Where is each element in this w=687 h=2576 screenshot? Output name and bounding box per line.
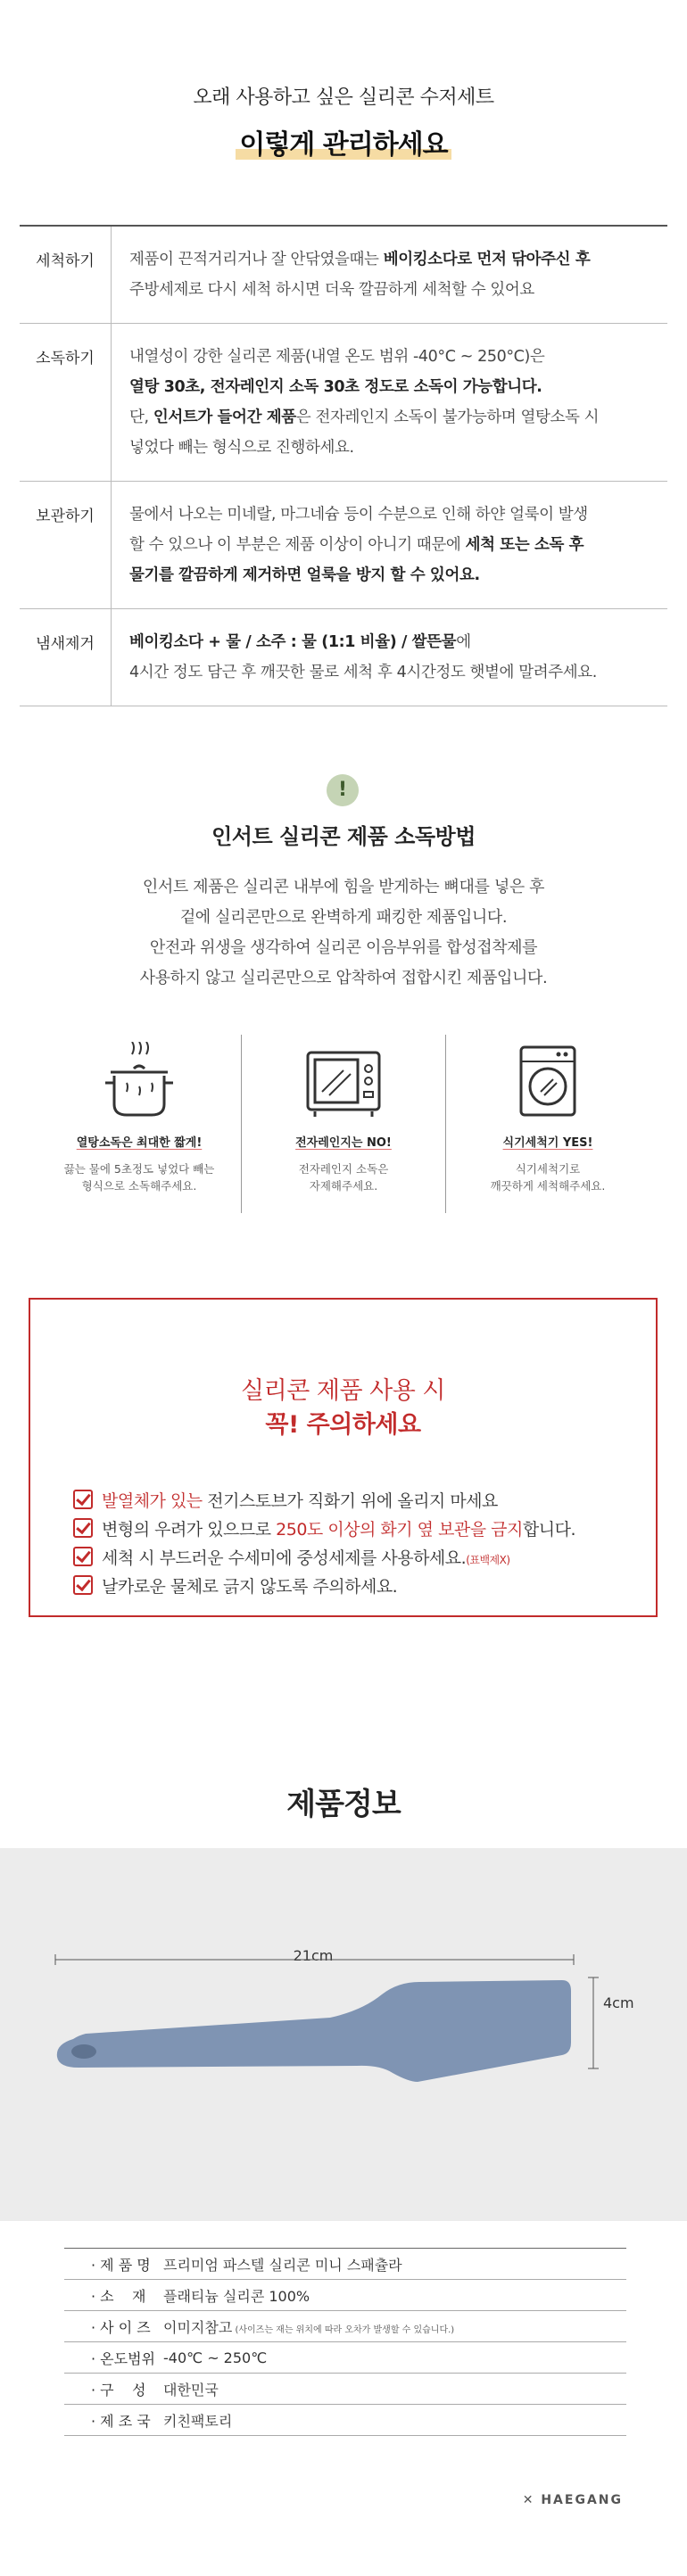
spec-value-text: 이미지참고 (163, 2318, 233, 2336)
care-title-text: 이렇게 관리하세요 (239, 129, 448, 161)
exclamation-icon: ! (327, 774, 359, 806)
disinfect-title: 인서트 실리콘 제품 소독방법 (211, 824, 476, 849)
disinfect-desc-line: 겉에 실리콘만으로 완벽하게 패킹한 제품입니다. (179, 908, 508, 927)
method-desc-line: 형식으로 소독해주세요. (81, 1179, 197, 1193)
caution-text (102, 1545, 510, 1569)
method-microwave (241, 1035, 445, 1213)
care-text: 열탕 30초, 전자레인지 소독 30초 정도로 소독이 가능합니다. (129, 378, 542, 396)
spec-value (158, 2285, 626, 2306)
caution-item (73, 1514, 575, 1542)
spec-row (64, 2405, 626, 2436)
care-text: 베이킹소다 + 물 / 소주 : 물 (1:1 비율) / 쌀뜬물 (129, 633, 457, 651)
method-desc (446, 1160, 650, 1194)
spatula (57, 1980, 571, 2082)
care-line (129, 433, 667, 463)
spec-value (158, 2379, 626, 2399)
caution-segment: 변형의 우려가 있으므로 (102, 1519, 277, 1540)
caution-segment: 합니다. (522, 1519, 575, 1540)
caution-segment: 250도 이상의 화기 옆 보관을 금지 (276, 1519, 523, 1540)
care-text: 물기를 깔끔하게 제거하면 얼룩을 방지 할 수 있어요. (129, 566, 480, 584)
spec-value (158, 2316, 626, 2337)
care-label-cell (20, 227, 112, 323)
spec-table (64, 2248, 626, 2436)
disinfect-desc-line: 안전과 위생을 생각하여 실리콘 이음부위를 합성접착제를 (149, 938, 538, 957)
care-row (20, 609, 667, 706)
care-subtitle: 오래 사용하고 싶은 실리콘 수저세트 (193, 87, 494, 109)
height-dimension-label: 4cm (603, 1994, 634, 2011)
care-text: 4시간 정도 담근 후 깨끗한 물로 세척 후 4시간정도 햇볕에 말려주세요. (129, 664, 597, 681)
spec-note: (사이즈는 재는 위치에 따라 오차가 발생할 수 있습니다.) (232, 2324, 455, 2335)
checkbox-checked-icon (73, 1518, 93, 1538)
care-row (20, 324, 667, 482)
method-title: 열탕소독은 최대한 짧게! (76, 1136, 203, 1150)
method-desc-line: 깨끗하게 세척해주세요. (490, 1179, 606, 1193)
spec-value (158, 2254, 626, 2275)
care-line (129, 402, 667, 433)
caution-list (73, 1485, 575, 1599)
care-label-cell (20, 609, 112, 706)
brand-logo: ✕ HAEGANG (522, 2493, 623, 2507)
care-line (129, 657, 667, 688)
care-body (112, 227, 667, 323)
checkbox-checked-icon (73, 1490, 93, 1509)
care-label: 세척하기 (36, 248, 95, 270)
care-title (239, 122, 447, 161)
caution-segment: (표백제X) (466, 1553, 510, 1566)
caution-text (102, 1488, 498, 1512)
spec-value-text: 대한민국 (163, 2381, 219, 2398)
spec-value-text: -40℃ ~ 250℃ (163, 2349, 268, 2366)
caution-segment: 세척 시 부드러운 수세미에 중성세제를 사용하세요. (102, 1548, 467, 1568)
care-text: 제품이 끈적거리거나 잘 안닦였을때는 (129, 251, 384, 268)
spatula-hole (71, 2044, 96, 2059)
brand-name: HAEGANG (541, 2493, 623, 2507)
care-text: 내열성이 강한 실리콘 제품(내열 온도 범위 -40°C ~ 250°C)은 (129, 348, 545, 366)
spec-value-text: 플래티늄 실리콘 100% (163, 2287, 310, 2305)
care-line (129, 244, 667, 275)
care-text: 세척 또는 소독 후 (465, 536, 584, 554)
care-text: 인서트가 들어간 제품 (153, 409, 296, 426)
method-title: 전자레인지는 NO! (295, 1136, 392, 1150)
care-line (129, 275, 667, 305)
width-dimension-label: 21cm (293, 1947, 334, 1964)
caution-text (102, 1516, 575, 1540)
caution-item (73, 1571, 575, 1599)
caution-segment: 발열체가 있는 (102, 1490, 203, 1511)
method-desc (242, 1160, 445, 1194)
care-row (20, 482, 667, 609)
care-line (129, 560, 667, 590)
care-line (129, 627, 667, 657)
caution-title-line1: 실리콘 제품 사용 시 (241, 1377, 445, 1405)
care-row (20, 227, 667, 324)
disinfect-methods (37, 1035, 650, 1213)
care-label-cell (20, 482, 112, 608)
care-text: 넣었다 빼는 형식으로 진행하세요. (129, 439, 354, 457)
pot-icon (37, 1035, 241, 1122)
spec-value-text: 프리미엄 파스텔 실리콘 미니 스패츌라 (163, 2256, 402, 2274)
caution-segment: 전기스토브가 직화기 위에 올리지 마세요 (202, 1490, 498, 1511)
care-text: 은 전자레인지 소독이 불가능하며 열탕소독 시 (295, 409, 600, 426)
method-desc-line: 전자레인지 소독은 (298, 1162, 389, 1176)
microwave-icon (242, 1035, 445, 1122)
disinfect-description (0, 872, 687, 994)
care-header (0, 0, 687, 161)
care-text: 주방세제로 다시 세척 하시면 더욱 깔끔하게 세척할 수 있어요 (129, 281, 534, 299)
method-desc-line: 식기세척기로 (515, 1162, 581, 1176)
spec-row (64, 2249, 626, 2280)
care-table (20, 225, 667, 706)
care-text: 베이킹소다로 먼저 닦아주신 후 (383, 251, 591, 268)
spec-row (64, 2342, 626, 2374)
spec-value-text: 키친팩토리 (163, 2412, 233, 2430)
care-text: 할 수 있으나 이 부분은 제품 이상이 아니기 때문에 (129, 536, 466, 554)
spec-key: · 구 성 (91, 2381, 146, 2398)
care-label: 냄새제거 (36, 631, 95, 653)
spec-row (64, 2311, 626, 2342)
dishwasher-icon (446, 1035, 650, 1122)
care-line (129, 530, 667, 560)
caution-title-line2: 꼭! 주의하세요 (265, 1411, 421, 1439)
disinfect-desc-line: 인서트 제품은 실리콘 내부에 힘을 받게하는 뼈대를 넣은 후 (142, 878, 545, 896)
care-text: 에 (456, 633, 471, 651)
care-label: 보관하기 (36, 503, 95, 525)
caution-box (29, 1298, 658, 1617)
method-desc-line: 끓는 물에 5초정도 넣었다 빼는 (63, 1162, 215, 1176)
method-boil (37, 1035, 241, 1213)
care-line (129, 372, 667, 402)
spec-key: · 온도범위 (91, 2349, 155, 2367)
spec-value (158, 2349, 626, 2366)
product-info-title: 제품정보 (286, 1787, 401, 1822)
care-text: 단, (129, 409, 153, 426)
care-body (112, 324, 667, 481)
method-desc-line: 자제해주세요. (309, 1179, 378, 1193)
care-body (112, 482, 667, 608)
caution-item (73, 1485, 575, 1514)
care-text: 물에서 나오는 미네랄, 마그네슘 등이 수분으로 인해 하얀 얼룩이 발생 (129, 506, 588, 524)
checkbox-checked-icon (73, 1575, 93, 1595)
care-line (129, 342, 667, 372)
spatula-illustration (0, 1848, 687, 2221)
care-label-cell (20, 324, 112, 481)
method-title: 식기세척기 YES! (502, 1136, 593, 1150)
spec-key: · 사 이 즈 (91, 2318, 151, 2336)
caution-item (73, 1542, 575, 1571)
caution-segment: 날카로운 물체로 긁지 않도록 주의하세요. (102, 1576, 398, 1597)
method-dishwasher (445, 1035, 650, 1213)
checkbox-checked-icon (73, 1547, 93, 1566)
spec-key: · 제 조 국 (91, 2412, 151, 2430)
caution-text (102, 1573, 397, 1598)
care-body (112, 609, 667, 706)
spec-value (158, 2410, 626, 2431)
spec-row (64, 2374, 626, 2405)
disinfect-desc-line: 사용하지 않고 실리콘만으로 압착하여 접합시킨 제품입니다. (139, 969, 548, 987)
spec-key: · 제 품 명 (91, 2256, 151, 2274)
method-desc (37, 1160, 241, 1194)
care-line (129, 500, 667, 530)
care-label: 소독하기 (36, 345, 95, 367)
spec-row (64, 2280, 626, 2311)
spec-key: · 소 재 (91, 2287, 146, 2305)
